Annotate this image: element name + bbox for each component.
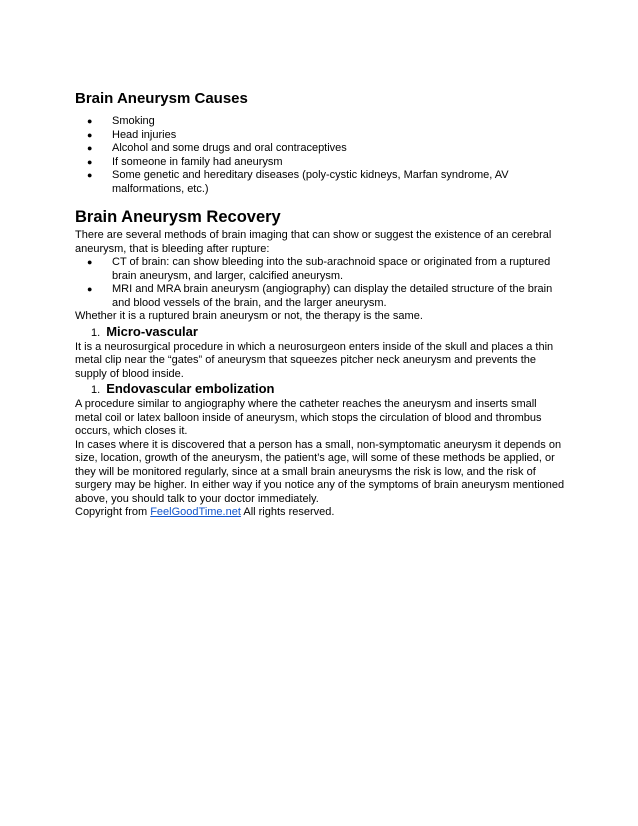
copyright-line bbox=[75, 506, 565, 520]
therapy-note: Whether it is a ruptured brain aneurysm or not, the therapy is the same. bbox=[75, 310, 423, 322]
bullet-icon: ● bbox=[87, 170, 93, 180]
closing-paragraph: In cases where it is discovered that a person has a small, non-symptomatic aneurysm it depends on size, location, growth of the aneurysm, the patient’s age, will some of these methods be applied, or they will be monitored regularly, since at a small brain aneurysms the risk is low, and the risk of surgery may be higher. In either way if you notice any of the symptoms of brain aneurysm mentioned above, you should talk to your doctor immediately. bbox=[75, 438, 565, 505]
list-item bbox=[75, 142, 565, 156]
method-heading-endovascular bbox=[75, 381, 565, 398]
list-item-text: Some genetic and hereditary diseases (poly-cystic kidneys, Marfan syndrome, AV malformations, etc.) bbox=[112, 169, 509, 195]
method-title: Endovascular embolization bbox=[106, 381, 275, 396]
document-body bbox=[75, 89, 565, 520]
list-item-text: CT of brain: can show bleeding into the sub-arachnoid space or originated from a ruptured brain aneurysm, and larger, calcified aneurysm. bbox=[112, 256, 551, 282]
causes-list bbox=[75, 115, 565, 196]
bullet-icon: ● bbox=[87, 116, 93, 126]
causes-heading: Brain Aneurysm Causes bbox=[75, 90, 248, 107]
list-item bbox=[75, 129, 565, 143]
list-item-text: If someone in family had aneurysm bbox=[112, 155, 283, 168]
list-item bbox=[75, 283, 565, 310]
method-title: Micro-vascular bbox=[106, 323, 198, 339]
bullet-icon: ● bbox=[87, 143, 93, 153]
bullet-icon: ● bbox=[87, 284, 93, 294]
list-item-text: MRI and MRA brain aneurysm (angiography) can display the detailed structure of the brain and blood vessels of the brain, and the larger aneurysm. bbox=[112, 283, 553, 309]
list-item-text: Alcohol and some drugs and oral contraceptives bbox=[112, 142, 347, 154]
list-number: 1. bbox=[91, 384, 101, 396]
list-item-text: Smoking bbox=[112, 115, 155, 127]
recovery-heading: Brain Aneurysm Recovery bbox=[75, 208, 281, 226]
list-item bbox=[75, 169, 565, 196]
recovery-intro: There are several methods of brain imaging that can show or suggest the existence of an cerebral aneurysm, that is bleeding after rupture: bbox=[75, 229, 552, 255]
list-item bbox=[75, 256, 565, 283]
list-item bbox=[75, 115, 565, 129]
method-text-microvascular: It is a neurosurgical procedure in which a neurosurgeon enters inside of the skull and places a thin metal clip near the “gates” of aneurysm that squeezes pitcher neck aneurysm and prevents the supply of blood inside. bbox=[75, 340, 554, 380]
list-item-text: Head injuries bbox=[112, 128, 177, 141]
method-text-endovascular: A procedure similar to angiography where the catheter reaches the aneurysm and inserts small metal coil or latex balloon inside of aneurysm, which stops the circulation of blood and thrombus occurs, which closes it. bbox=[75, 398, 542, 437]
copyright-suffix: All rights reserved. bbox=[243, 506, 335, 518]
bullet-icon: ● bbox=[87, 156, 93, 167]
imaging-list bbox=[75, 256, 565, 310]
copyright-prefix: Copyright from bbox=[75, 506, 148, 518]
list-number: 1. bbox=[91, 326, 101, 339]
list-item bbox=[75, 156, 565, 170]
bullet-icon: ● bbox=[87, 257, 93, 267]
copyright-link[interactable]: FeelGoodTime.net bbox=[150, 506, 241, 518]
bullet-icon: ● bbox=[87, 129, 93, 140]
method-heading-microvascular bbox=[75, 324, 565, 341]
